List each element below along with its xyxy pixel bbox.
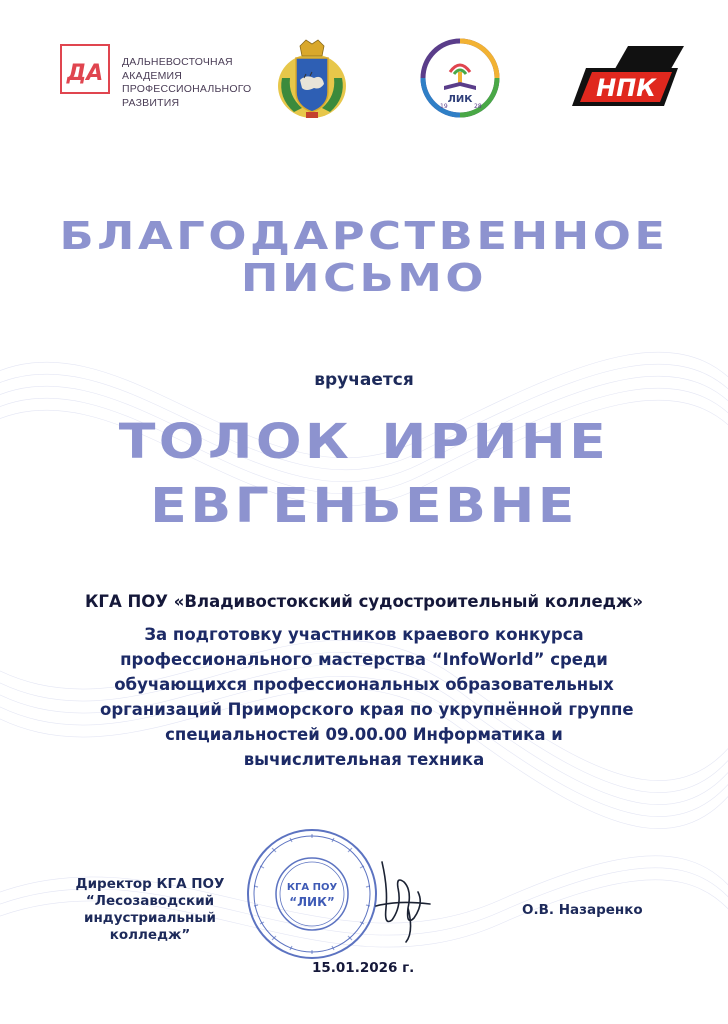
academy-logo-line: ПРОФЕССИОНАЛЬНОГО — [122, 83, 252, 95]
award-reason-line: обучающихся профессиональных образовательных — [114, 675, 614, 694]
director-title-line: индустриальный — [84, 910, 216, 926]
npk-logo-label: НПК — [596, 74, 656, 102]
academy-logo-line: РАЗВИТИЯ — [122, 96, 180, 109]
lik-college-logo — [420, 38, 500, 118]
academy-logo-text — [122, 56, 251, 110]
award-reason-line: За подготовку участников краевого конкурса — [144, 625, 584, 644]
award-reason-line: специальностей 09.00.00 Информатика и — [165, 725, 563, 744]
recipient-first-name: ИРИНЕ — [381, 414, 610, 470]
primorsky-coat-of-arms-icon — [276, 38, 348, 122]
award-reason-line: профессионального мастерства “InfoWorld” среди — [120, 650, 608, 669]
npk-logo — [568, 44, 686, 110]
lik-logo-year-right: 28 — [474, 103, 482, 110]
recipient-name-line-2: ЕВГЕНЬЕВНЕ — [150, 478, 578, 534]
director-title-line: колледж” — [109, 927, 191, 943]
award-reason-line: вычислительная техника — [243, 750, 485, 769]
academy-logo-mark-text: ДА — [66, 61, 104, 86]
director-title-line: “Лесозаводский — [85, 893, 215, 909]
signer-name: О.В. Назаренко — [522, 902, 643, 918]
recipient-organization: КГА ПОУ «Владивостокский судостроительный колледж» — [84, 592, 644, 611]
lik-logo-label: ЛИК — [447, 94, 473, 105]
academy-logo-line: ДАЛЬНЕВОСТОЧНАЯ — [122, 56, 233, 68]
academy-logo — [60, 44, 260, 120]
director-title — [66, 876, 234, 944]
director-title-line: Директор КГА ПОУ — [75, 876, 225, 892]
college-stamp — [244, 826, 380, 962]
academy-logo-line: АКАДЕМИЯ — [122, 69, 183, 82]
recipient-name-line-1 — [0, 414, 728, 470]
lik-logo-year-left: 19 — [440, 103, 448, 110]
recipient-surname: ТОЛОК — [118, 414, 353, 470]
stamp-center-line-2: “ЛИК” — [289, 895, 335, 909]
certificate-title-line-1: БЛАГОДАРСТВЕННОЕ — [59, 214, 669, 258]
stamp-center-line-1: КГА ПОУ — [286, 882, 338, 893]
handwritten-signature — [368, 848, 440, 948]
awarded-text: вручается — [314, 370, 414, 390]
academy-logo-mark — [60, 44, 110, 94]
issue-date: 15.01.2026 г. — [312, 960, 415, 976]
certificate-title-line-2: ПИСЬМО — [240, 256, 488, 300]
award-reason — [100, 622, 634, 772]
award-reason-line: организаций Приморского края по укрупнённой группе — [100, 700, 634, 719]
